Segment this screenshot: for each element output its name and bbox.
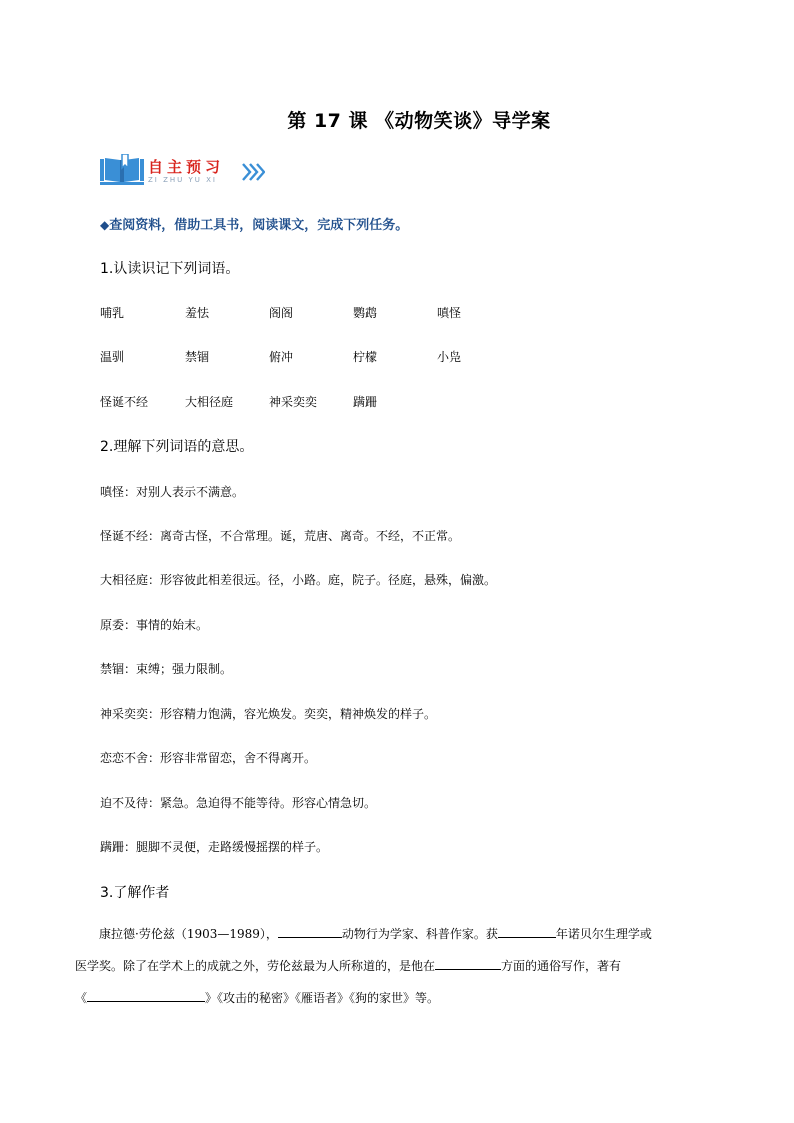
text-segment: 》《攻击的秘密》《雁语者》《狗的家世》等。 <box>205 991 440 1005</box>
paragraph-line <box>75 950 725 982</box>
text-segment: 康拉德·劳伦兹（1903—1989）， <box>99 927 278 941</box>
definition-item: 恋恋不舍：形容非常留恋，舍不得离开。 <box>100 751 317 765</box>
definition-item: 蹒跚：腿脚不灵便，走路缓慢摇摆的样子。 <box>100 840 329 854</box>
word-item: 哺乳 <box>100 306 125 320</box>
word-item: 禁锢 <box>185 350 210 364</box>
section1-heading: 1.认读识记下列词语。 <box>100 261 240 277</box>
chevron-right-icon <box>241 162 265 182</box>
definition-item: 怪诞不经：离奇古怪，不合常理。诞，荒唐、离奇。不经，不正常。 <box>100 529 461 543</box>
word-item: 蹒跚 <box>353 395 378 409</box>
text-segment: 动物行为学家、科普作家。获 <box>341 927 498 941</box>
paragraph-line <box>75 918 725 950</box>
banner-title: 自主预习 <box>148 158 225 176</box>
word-item: 柠檬 <box>353 350 378 364</box>
text-segment: 方面的通俗写作，著有 <box>501 959 622 973</box>
definition-item: 神采奕奕：形容精力饱满，容光焕发。奕奕，精神焕发的样子。 <box>100 707 437 721</box>
word-item: 小凫 <box>437 350 462 364</box>
definition-item: 迫不及待：紧急。急迫得不能等待。形容心情急切。 <box>100 796 377 810</box>
word-item: 阁阁 <box>269 306 294 320</box>
word-item: 羞怯 <box>185 306 210 320</box>
answer-blank[interactable] <box>435 956 501 970</box>
word-item: 鹦鹉 <box>353 306 378 320</box>
definition-item: 嗔怪：对别人表示不满意。 <box>100 485 245 499</box>
definition-item: 大相径庭：形容彼此相差很远。径，小路。庭，院子。径庭，悬殊，偏激。 <box>100 573 497 587</box>
text-segment: 医学奖。除了在学术上的成就之外，劳伦兹最为人所称道的，是他在 <box>75 959 436 973</box>
page-title: 第 17 课 《动物笑谈》导学案 <box>287 110 551 132</box>
definition-item: 原委：事情的始末。 <box>100 618 209 632</box>
text-segment: 《 <box>75 991 88 1005</box>
section2-heading: 2.理解下列词语的意思。 <box>100 439 254 455</box>
word-item: 大相径庭 <box>185 395 234 409</box>
task-instruction <box>100 214 408 233</box>
task-text: 查阅资料，借助工具书，阅读课文，完成下列任务。 <box>109 218 409 233</box>
word-item: 俯冲 <box>269 350 294 364</box>
word-item: 怪诞不经 <box>100 395 149 409</box>
word-item: 温驯 <box>100 350 125 364</box>
word-item: 神采奕奕 <box>269 395 318 409</box>
word-item: 嗔怪 <box>437 306 462 320</box>
section-banner <box>100 154 270 190</box>
answer-blank[interactable] <box>278 924 342 938</box>
author-paragraph <box>75 918 725 1014</box>
book-icon <box>100 154 144 186</box>
answer-blank[interactable] <box>498 924 556 938</box>
definition-item: 禁锢：束缚；强力限制。 <box>100 662 233 676</box>
banner-pinyin: ZI ZHU YU XI <box>148 176 217 184</box>
answer-blank[interactable] <box>87 988 205 1002</box>
paragraph-line <box>75 982 725 1014</box>
text-segment: 年诺贝尔生理学或 <box>555 927 652 941</box>
section3-heading: 3.了解作者 <box>100 885 170 901</box>
diamond-bullet-icon: ◆ <box>100 218 110 232</box>
